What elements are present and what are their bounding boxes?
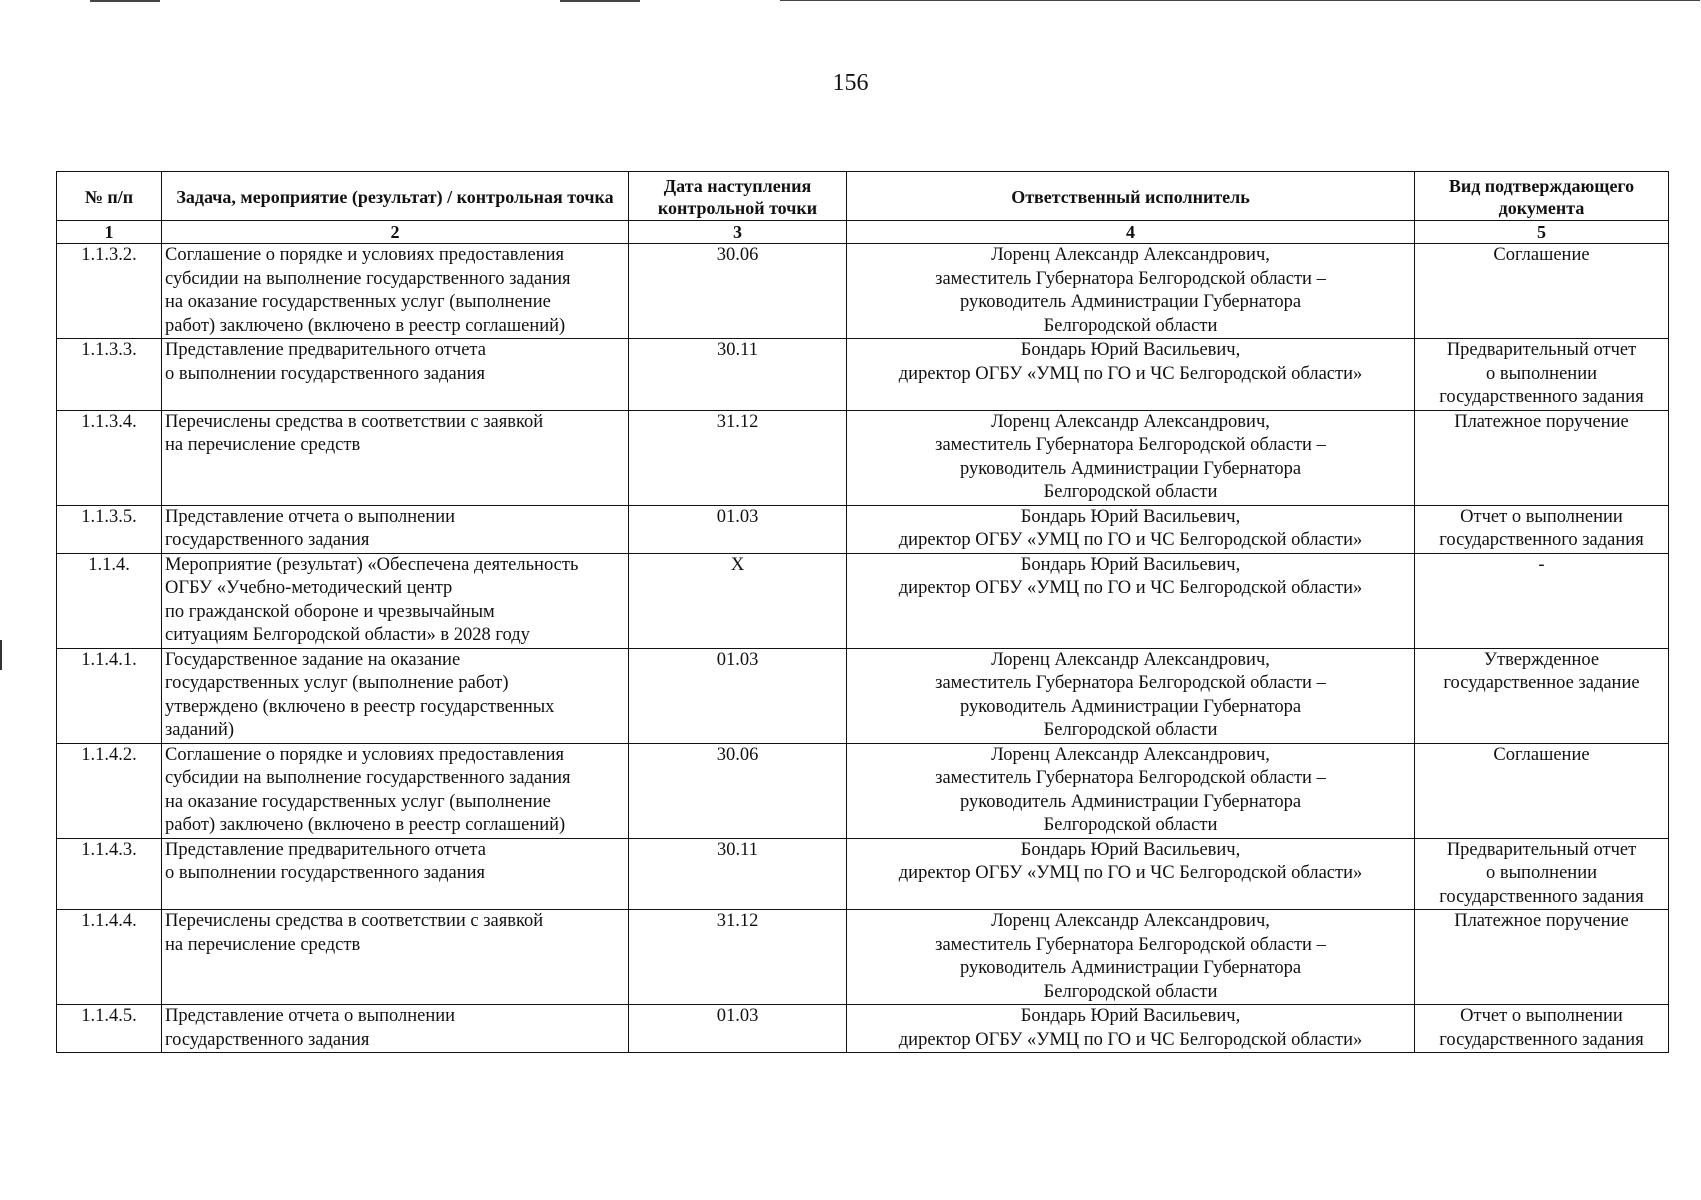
task-cell <box>162 339 629 411</box>
responsible-cell <box>847 648 1415 743</box>
document-cell <box>1415 1005 1669 1053</box>
row-number: 1.1.4.1. <box>57 648 162 743</box>
task-cell-line: государственного задания <box>165 1029 370 1050</box>
responsible-cell-line: руководитель Администрации Губернатора <box>959 696 1302 717</box>
responsible-cell <box>847 505 1415 553</box>
responsible-cell-line: Лоренц Александр Александрович, <box>991 245 1270 265</box>
task-cell-line: на оказание государственных услуг (выполнение <box>165 791 551 812</box>
document-cell <box>1415 505 1669 553</box>
responsible-cell-line: Белгородской области <box>1043 315 1218 336</box>
scan-artifact-line <box>90 0 160 2</box>
responsible-cell <box>847 244 1415 339</box>
responsible-cell-line: заместитель Губернатора Белгородской области – <box>935 673 1326 693</box>
responsible-cell-line: Бондарь Юрий Васильевич, <box>1020 554 1241 575</box>
responsible-cell-line: руководитель Администрации Губернатора <box>959 458 1302 479</box>
header-date: Дата наступления контрольной точки <box>629 172 847 221</box>
responsible-cell-line: Белгородской области <box>1043 815 1218 835</box>
task-cell-line: Перечислены средства в соответствии с заявкой <box>165 911 544 931</box>
responsible-cell <box>847 410 1415 505</box>
responsible-cell-line: руководитель Администрации Губернатора <box>959 292 1302 312</box>
document-cell-line: Отчет о выполнении <box>1460 1006 1623 1026</box>
row-number: 1.1.4.3. <box>57 838 162 910</box>
task-cell-line: работ) заключено (включено в реестр соглашений) <box>165 815 566 835</box>
task-cell-line: Мероприятие (результат) «Обеспечена деятельность <box>165 554 579 575</box>
task-cell <box>162 648 629 743</box>
task-cell <box>162 410 629 505</box>
table-row <box>57 553 1669 648</box>
scan-artifact-mark <box>0 640 2 670</box>
document-cell-line: Платежное поручение <box>1454 911 1629 931</box>
scan-artifact-line <box>780 0 1700 1</box>
task-cell-line: заданий) <box>165 720 235 740</box>
column-number-row <box>57 221 1669 244</box>
header-responsible: Ответственный исполнитель <box>847 172 1415 221</box>
task-cell <box>162 244 629 339</box>
scan-artifact-line <box>560 0 640 2</box>
responsible-cell-line: директор ОГБУ «УМЦ по ГО и ЧС Белгородской области» <box>898 363 1363 384</box>
document-cell-line: о выполнении <box>1486 863 1597 883</box>
column-number: 1 <box>57 221 162 244</box>
responsible-cell <box>847 910 1415 1005</box>
document-cell-line: - <box>1538 554 1545 575</box>
date-cell: 01.03 <box>629 1005 847 1053</box>
row-number: 1.1.3.5. <box>57 505 162 553</box>
task-cell-line: Представление отчета о выполнении <box>165 506 456 527</box>
document-cell <box>1415 553 1669 648</box>
task-cell-line: Государственное задание на оказание <box>165 649 461 670</box>
responsible-cell <box>847 838 1415 910</box>
document-cell <box>1415 339 1669 411</box>
date-cell: X <box>629 553 847 648</box>
task-cell <box>162 1005 629 1053</box>
task-cell-line: на перечисление средств <box>165 435 361 455</box>
task-cell-line: по гражданской обороне и чрезвычайным <box>165 601 495 622</box>
responsible-cell-line: Бондарь Юрий Васильевич, <box>1020 340 1241 360</box>
document-cell-line: государственного задания <box>1439 530 1644 550</box>
responsible-cell-line: директор ОГБУ «УМЦ по ГО и ЧС Белгородской области» <box>898 1029 1363 1050</box>
responsible-cell-line: заместитель Губернатора Белгородской области – <box>935 768 1326 788</box>
responsible-cell-line: Бондарь Юрий Васильевич, <box>1020 1006 1241 1026</box>
responsible-cell-line: директор ОГБУ «УМЦ по ГО и ЧС Белгородской области» <box>898 578 1363 598</box>
column-number: 5 <box>1415 221 1669 244</box>
date-cell: 31.12 <box>629 410 847 505</box>
row-number: 1.1.4.5. <box>57 1005 162 1053</box>
table-row <box>57 838 1669 910</box>
row-number: 1.1.3.2. <box>57 244 162 339</box>
task-cell-line: Представление отчета о выполнении <box>165 1006 456 1026</box>
task-cell-line: Соглашение о порядке и условиях предоставления <box>165 744 565 765</box>
date-cell: 30.06 <box>629 743 847 838</box>
responsible-cell-line: Белгородской области <box>1043 482 1218 502</box>
row-number: 1.1.3.3. <box>57 339 162 411</box>
column-number: 2 <box>162 221 629 244</box>
document-cell <box>1415 410 1669 505</box>
header-task: Задача, мероприятие (результат) / контрольная точка <box>162 172 629 221</box>
responsible-cell-line: директор ОГБУ «УМЦ по ГО и ЧС Белгородской области» <box>898 530 1363 550</box>
table-row <box>57 743 1669 838</box>
responsible-cell-line: руководитель Администрации Губернатора <box>959 791 1302 812</box>
document-cell-line: Отчет о выполнении <box>1460 506 1623 527</box>
responsible-cell-line: заместитель Губернатора Белгородской области – <box>935 435 1326 455</box>
task-cell <box>162 505 629 553</box>
task-cell-line: на перечисление средств <box>165 934 361 955</box>
date-cell: 31.12 <box>629 910 847 1005</box>
table-row <box>57 244 1669 339</box>
date-cell: 01.03 <box>629 648 847 743</box>
table-row <box>57 910 1669 1005</box>
task-cell <box>162 553 629 648</box>
date-cell: 01.03 <box>629 505 847 553</box>
document-cell-line: государственного задания <box>1439 886 1644 907</box>
responsible-cell-line: Лоренц Александр Александрович, <box>991 649 1270 670</box>
row-number: 1.1.4.4. <box>57 910 162 1005</box>
document-cell-line: Предварительный отчет <box>1446 340 1637 360</box>
task-cell-line: ОГБУ «Учебно-методический центр <box>165 578 453 598</box>
responsible-cell-line: Лоренц Александр Александрович, <box>991 744 1270 765</box>
task-cell-line: ситуациям Белгородской области» в 2028 году <box>165 625 530 645</box>
document-cell <box>1415 743 1669 838</box>
document-cell-line: Утвержденное <box>1483 649 1600 670</box>
task-cell-line: государственного задания <box>165 530 370 550</box>
table-row <box>57 1005 1669 1053</box>
responsible-cell <box>847 743 1415 838</box>
document-cell-line: Предварительный отчет <box>1446 839 1637 860</box>
document-cell-line: государственное задание <box>1443 673 1640 693</box>
responsible-cell-line: руководитель Администрации Губернатора <box>959 958 1302 978</box>
responsible-cell-line: Белгородской области <box>1043 720 1218 740</box>
responsible-cell-line: заместитель Губернатора Белгородской области – <box>935 934 1326 955</box>
task-cell-line: на оказание государственных услуг (выполнение <box>165 292 551 312</box>
document-cell <box>1415 648 1669 743</box>
task-cell-line: Представление предварительного отчета <box>165 340 486 360</box>
control-points-table <box>56 171 1669 1053</box>
document-cell <box>1415 910 1669 1005</box>
task-cell-line: Соглашение о порядке и условиях предоставления <box>165 245 565 265</box>
task-cell-line: о выполнении государственного задания <box>165 363 486 384</box>
header-number: № п/п <box>57 172 162 221</box>
responsible-cell-line: Бондарь Юрий Васильевич, <box>1020 839 1241 860</box>
document-cell-line: о выполнении <box>1486 363 1597 384</box>
task-cell-line: о выполнении государственного задания <box>165 863 486 883</box>
task-cell-line: субсидии на выполнение государственного задания <box>165 268 571 289</box>
document-cell <box>1415 838 1669 910</box>
date-cell: 30.06 <box>629 244 847 339</box>
date-cell: 30.11 <box>629 838 847 910</box>
row-number: 1.1.3.4. <box>57 410 162 505</box>
responsible-cell-line: Белгородской области <box>1043 981 1218 1002</box>
document-cell-line: государственного задания <box>1439 387 1644 407</box>
table-row <box>57 505 1669 553</box>
column-number: 3 <box>629 221 847 244</box>
document-cell-line: Соглашение <box>1493 744 1590 765</box>
task-cell-line: государственных услуг (выполнение работ) <box>165 673 509 693</box>
task-cell-line: утверждено (включено в реестр государственных <box>165 696 555 717</box>
task-cell <box>162 743 629 838</box>
responsible-cell-line: Лоренц Александр Александрович, <box>991 911 1270 931</box>
page-number: 156 <box>832 70 869 96</box>
column-number: 4 <box>847 221 1415 244</box>
date-cell: 30.11 <box>629 339 847 411</box>
table-row <box>57 339 1669 411</box>
task-cell-line: Представление предварительного отчета <box>165 839 486 860</box>
table-row <box>57 648 1669 743</box>
responsible-cell <box>847 553 1415 648</box>
document-cell-line: Платежное поручение <box>1454 411 1629 432</box>
table-row <box>57 410 1669 505</box>
row-number: 1.1.4.2. <box>57 743 162 838</box>
responsible-cell-line: директор ОГБУ «УМЦ по ГО и ЧС Белгородской области» <box>898 863 1363 883</box>
task-cell-line: субсидии на выполнение государственного задания <box>165 768 571 788</box>
document-cell-line: государственного задания <box>1439 1029 1644 1050</box>
task-cell <box>162 838 629 910</box>
document-cell <box>1415 244 1669 339</box>
responsible-cell <box>847 339 1415 411</box>
header-document: Вид подтверждающего документа <box>1415 172 1669 221</box>
document-cell-line: Соглашение <box>1493 245 1590 265</box>
task-cell-line: Перечислены средства в соответствии с заявкой <box>165 411 544 432</box>
table-body <box>57 244 1669 1053</box>
task-cell <box>162 910 629 1005</box>
task-cell-line: работ) заключено (включено в реестр соглашений) <box>165 315 566 336</box>
responsible-cell-line: Бондарь Юрий Васильевич, <box>1020 506 1241 527</box>
table-header-row <box>57 172 1669 221</box>
responsible-cell-line: Лоренц Александр Александрович, <box>991 411 1270 432</box>
responsible-cell <box>847 1005 1415 1053</box>
responsible-cell-line: заместитель Губернатора Белгородской области – <box>935 268 1326 289</box>
row-number: 1.1.4. <box>57 553 162 648</box>
